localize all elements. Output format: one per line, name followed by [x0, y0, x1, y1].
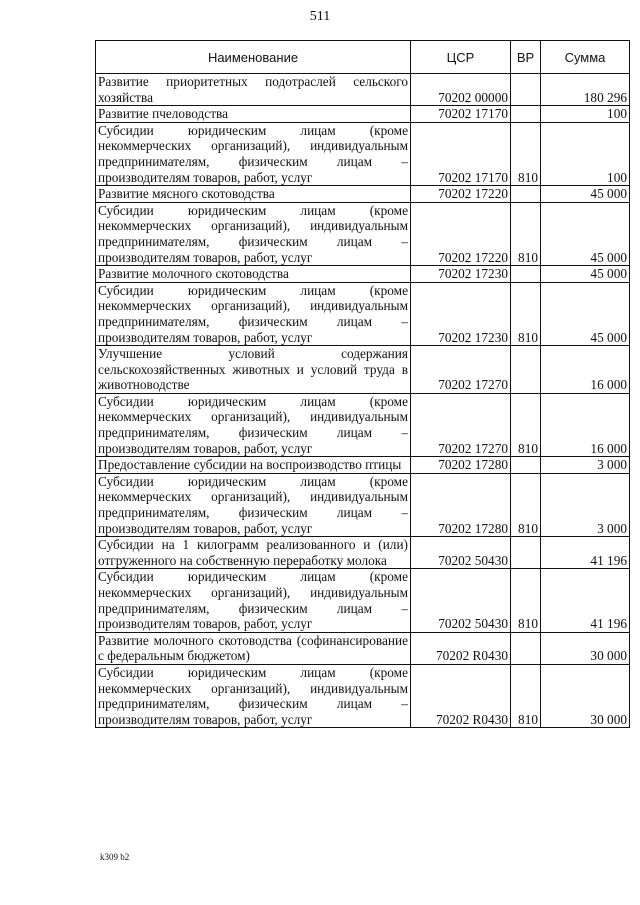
table-row: [96, 664, 630, 727]
header-csr: ЦСР: [411, 41, 511, 74]
page-number: 511: [309, 9, 331, 24]
cell-csr: 70202 17170: [411, 106, 511, 123]
cell-csr: 70202 R0430: [411, 664, 511, 727]
cell-name: Субсидии юридическим лицам (кроме некоммерческих организаций), индивидуальным предпринимателям, физическим лицам – производителям товаров, работ, услуг: [96, 569, 411, 632]
cell-sum: 100: [541, 122, 630, 185]
cell-name: Субсидии юридическим лицам (кроме некоммерческих организаций), индивидуальным предпринимателям, физическим лицам – производителям товаров, работ, услуг: [96, 122, 411, 185]
table-row: [96, 632, 630, 664]
cell-vr: [511, 537, 541, 569]
cell-name: Субсидии на 1 килограмм реализованного и (или) отгруженного на собственную переработку молока: [96, 537, 411, 569]
cell-vr: [511, 457, 541, 474]
cell-sum: 41 196: [541, 537, 630, 569]
table-header-row: [96, 41, 630, 74]
table-row: [96, 266, 630, 283]
cell-vr: [511, 106, 541, 123]
cell-name: Развитие молочного скотоводства: [96, 266, 411, 283]
cell-name: Субсидии юридическим лицам (кроме некоммерческих организаций), индивидуальным предпринимателям, физическим лицам – производителям товаров, работ, услуг: [96, 202, 411, 265]
cell-vr: [511, 346, 541, 394]
table-row: [96, 393, 630, 456]
header-sum: Сумма: [541, 41, 630, 74]
cell-csr: 70202 00000: [411, 74, 511, 106]
table-row: [96, 346, 630, 394]
cell-sum: 3 000: [541, 457, 630, 474]
cell-vr: 810: [511, 282, 541, 345]
table-row: [96, 74, 630, 106]
table-row: [96, 282, 630, 345]
cell-sum: 100: [541, 106, 630, 123]
cell-csr: 70202 R0430: [411, 632, 511, 664]
cell-csr: 70202 17170: [411, 122, 511, 185]
cell-name: Развитие молочного скотоводства (софинансирование с федеральным бюджетом): [96, 632, 411, 664]
cell-vr: [511, 74, 541, 106]
cell-vr: 810: [511, 664, 541, 727]
header-vr: ВР: [511, 41, 541, 74]
cell-vr: 810: [511, 122, 541, 185]
cell-vr: 810: [511, 569, 541, 632]
cell-name: Субсидии юридическим лицам (кроме некоммерческих организаций), индивидуальным предпринимателям, физическим лицам – производителям товаров, работ, услуг: [96, 393, 411, 456]
cell-name: Субсидии юридическим лицам (кроме некоммерческих организаций), индивидуальным предпринимателям, физическим лицам – производителям товаров, работ, услуг: [96, 473, 411, 536]
cell-sum: 45 000: [541, 282, 630, 345]
cell-name: Развитие мясного скотоводства: [96, 186, 411, 203]
cell-vr: [511, 266, 541, 283]
cell-name: Субсидии юридическим лицам (кроме некоммерческих организаций), индивидуальным предпринимателям, физическим лицам – производителям товаров, работ, услуг: [96, 282, 411, 345]
cell-csr: 70202 17280: [411, 473, 511, 536]
table-row: [96, 473, 630, 536]
cell-csr: 70202 17220: [411, 202, 511, 265]
budget-table: [95, 40, 630, 728]
cell-vr: 810: [511, 473, 541, 536]
cell-vr: [511, 632, 541, 664]
cell-csr: 70202 17270: [411, 393, 511, 456]
cell-name: Развитие приоритетных подотраслей сельского хозяйства: [96, 74, 411, 106]
cell-sum: 3 000: [541, 473, 630, 536]
cell-sum: 30 000: [541, 632, 630, 664]
cell-csr: 70202 50430: [411, 537, 511, 569]
cell-csr: 70202 50430: [411, 569, 511, 632]
cell-vr: 810: [511, 202, 541, 265]
cell-vr: [511, 186, 541, 203]
cell-sum: 41 196: [541, 569, 630, 632]
table-row: [96, 457, 630, 474]
table-row: [96, 186, 630, 203]
cell-sum: 45 000: [541, 186, 630, 203]
table-row: [96, 122, 630, 185]
cell-name: Развитие пчеловодства: [96, 106, 411, 123]
cell-csr: 70202 17220: [411, 186, 511, 203]
table-row: [96, 202, 630, 265]
footer-code: k309 b2: [100, 852, 130, 862]
cell-sum: 16 000: [541, 393, 630, 456]
table-row: [96, 106, 630, 123]
cell-csr: 70202 17230: [411, 282, 511, 345]
cell-name: Субсидии юридическим лицам (кроме некоммерческих организаций), индивидуальным предпринимателям, физическим лицам – производителям товаров, работ, услуг: [96, 664, 411, 727]
cell-csr: 70202 17280: [411, 457, 511, 474]
table-row: [96, 569, 630, 632]
cell-name: Предоставление субсидии на воспроизводство птицы: [96, 457, 411, 474]
cell-vr: 810: [511, 393, 541, 456]
cell-name: Улучшение условий содержания сельскохозяйственных животных и условий труда в животноводстве: [96, 346, 411, 394]
cell-sum: 30 000: [541, 664, 630, 727]
cell-csr: 70202 17270: [411, 346, 511, 394]
cell-sum: 45 000: [541, 202, 630, 265]
header-name: Наименование: [96, 41, 411, 74]
cell-sum: 180 296: [541, 74, 630, 106]
cell-sum: 45 000: [541, 266, 630, 283]
cell-csr: 70202 17230: [411, 266, 511, 283]
cell-sum: 16 000: [541, 346, 630, 394]
table-row: [96, 537, 630, 569]
